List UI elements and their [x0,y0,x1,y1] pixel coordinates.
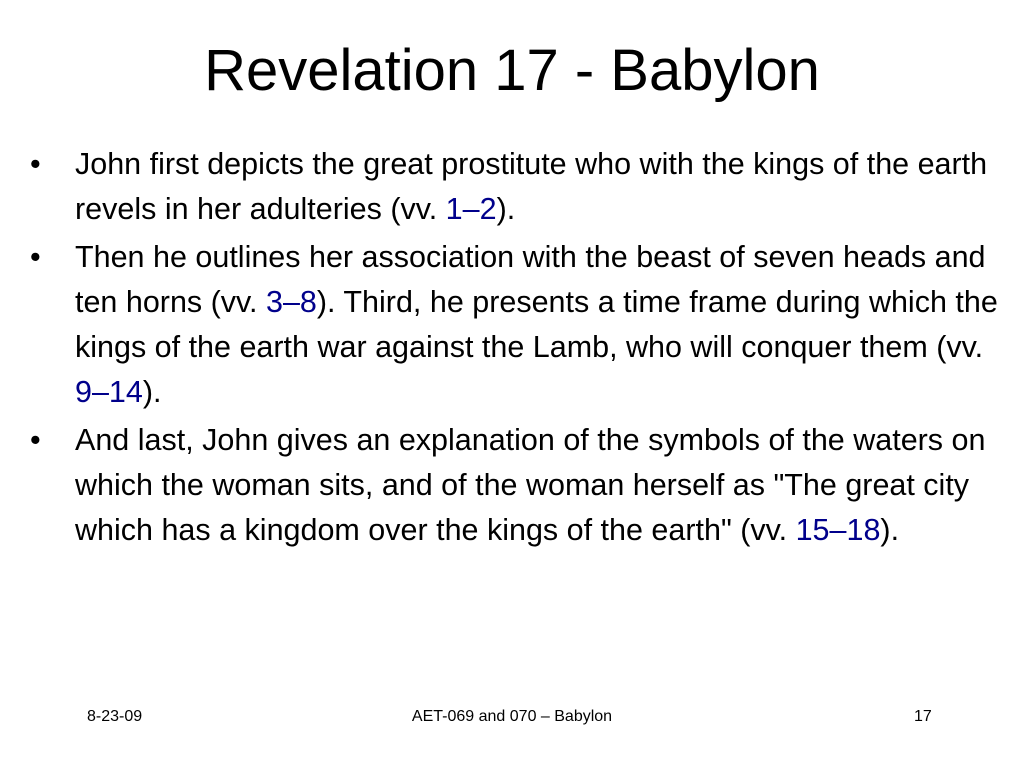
footer-title: AET-069 and 070 – Babylon [411,708,613,725]
footer-page-number: 17 [914,708,932,725]
verse-reference-link[interactable]: 15–18 [795,513,881,547]
verse-reference-link[interactable]: 3–8 [265,285,317,319]
bullet-dot-icon: • [30,240,41,274]
bullet-text: Then he outlines her association with the beast of seven heads and ten horns (vv. [75,240,986,319]
footer-date: 8-23-09 [87,708,143,725]
bullet-dot-icon: • [30,423,41,457]
bullet-item [28,235,1003,415]
verse-reference-link[interactable]: 1–2 [445,192,497,226]
bullet-dot-icon: • [30,147,41,181]
bullet-text: ). [142,375,162,409]
bullet-text: And last, John gives an explanation of the symbols of the waters on which the woman sits, and of the woman herself as "The great city which has a kingdom over the kings of the earth" (vv. [75,423,986,547]
bullet-item [28,142,1003,232]
bullet-text: John first depicts the great prostitute who with the kings of the earth revels in her adulteries (vv. [75,147,988,226]
bullet-text: ). Third, he presents a time frame during which the kings of the earth war against the Lamb, who will conquer them (vv. [75,285,998,364]
verse-reference-link[interactable]: 9–14 [75,375,143,409]
bullet-text: ). [880,513,900,547]
bullet-list [28,142,1003,556]
slide-title: Revelation 17 - Babylon [204,38,820,103]
bullet-item [28,418,1003,553]
bullet-text: ). [496,192,516,226]
